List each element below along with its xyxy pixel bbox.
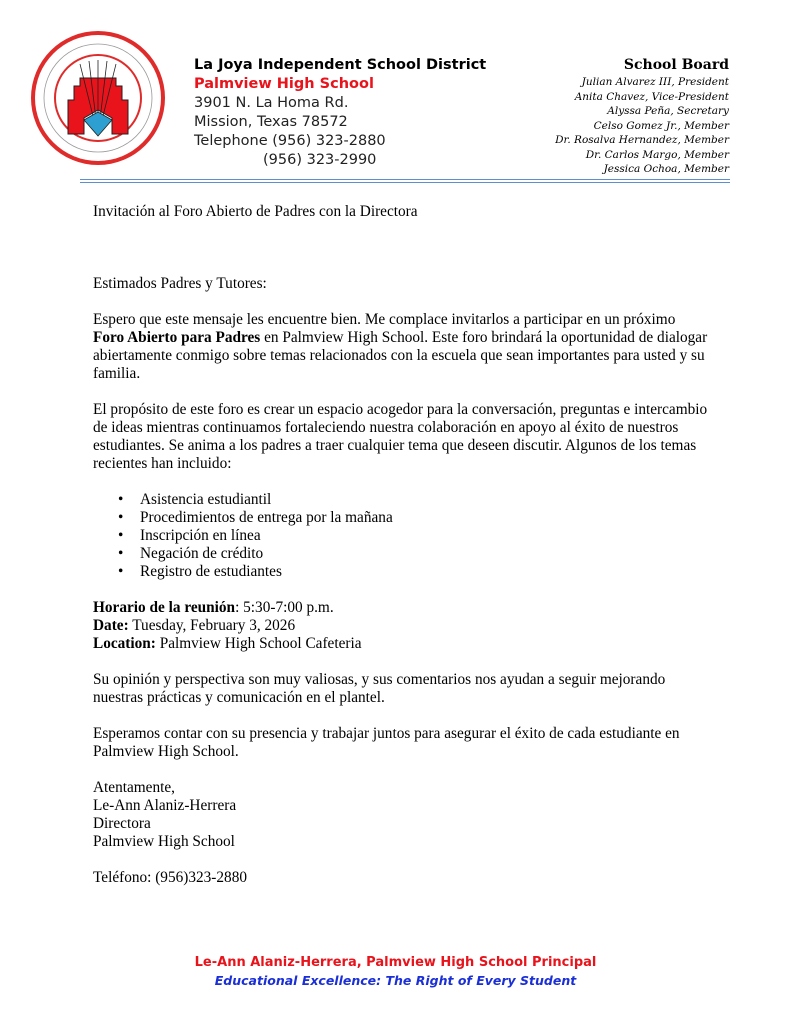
paragraph-3: Su opinión y perspectiva son muy valiosas, y sus comentarios nos ayudan a seguir mejorando nuestras prácticas y comunicación en el plantel. [93, 671, 666, 706]
list-item: • Procedimientos de entrega por la mañana [140, 509, 708, 527]
district-name: La Joya Independent School District [194, 57, 487, 73]
board-member: Dr. Carlos Margo, Member [585, 148, 729, 161]
list-item: • Registro de estudiantes [140, 563, 708, 581]
paragraph-1 [93, 311, 708, 383]
board-title: School Board [623, 57, 729, 73]
board-member: Alyssa Peña, Secretary [607, 105, 729, 117]
time-label: Horario de la reunión [93, 599, 236, 616]
topics-list [93, 491, 708, 581]
header-divider [80, 182, 730, 183]
school-name: Palmview High School [194, 76, 374, 92]
list-item: • Asistencia estudiantil [140, 491, 708, 509]
p1-text: en Palmview High School. Este foro brindará la oportunidad de dialogar abiertamente conmigo sobre temas relacionados con la escuela que sean importantes para usted y su familia. [93, 329, 708, 382]
contact-phone: Teléfono: (956)323-2880 [93, 869, 247, 886]
meeting-details [93, 599, 708, 653]
board-member: Anita Chavez, Vice-President [574, 90, 729, 103]
school-board [555, 56, 729, 177]
date-value: Tuesday, February 3, 2026 [128, 617, 296, 634]
board-member: Julian Alvarez III, President [581, 76, 729, 88]
board-member: Dr. Rosalva Hernandez, Member [555, 134, 729, 146]
footer-motto: Educational Excellence: The Right of Every Student [214, 973, 577, 988]
location-value: Palmview High School Cafeteria [155, 635, 362, 652]
district-seal-logo [28, 28, 168, 168]
greeting: Estimados Padres y Tutores: [93, 275, 267, 292]
header-divider [80, 179, 730, 180]
board-member: Celso Gomez Jr., Member [593, 119, 729, 132]
signer-title: Directora [93, 815, 151, 832]
footer-principal: Le-Ann Alaniz-Herrera, Palmview High School Principal [194, 955, 597, 970]
board-member: Jessica Ochoa, Member [603, 163, 729, 175]
letter-body [93, 203, 708, 887]
telephone-1: Telephone (956) 323-2880 [194, 133, 386, 149]
signer-school: Palmview High School [93, 833, 235, 850]
list-item: • Negación de crédito [140, 545, 708, 563]
letter-subject: Invitación al Foro Abierto de Padres con la Directora [93, 203, 418, 220]
location-label: Location: [93, 635, 156, 652]
paragraph-4: Esperamos contar con su presencia y trabajar juntos para asegurar el éxito de cada estudiante en Palmview High School. [93, 725, 680, 760]
list-item: • Inscripción en línea [140, 527, 708, 545]
date-label: Date: [93, 617, 129, 634]
signature-block [93, 779, 708, 851]
school-contact-block [194, 56, 486, 170]
address-line-2: Mission, Texas 78572 [194, 114, 348, 130]
time-value: : 5:30-7:00 p.m. [235, 599, 334, 616]
paragraph-2: El propósito de este foro es crear un espacio acogedor para la conversación, preguntas e intercambio de ideas mientras continuamos fortaleciendo nuestra colaboración en apoyo al éxito de nuestros estudiantes. Se anima a los padres a traer cualquier tema que deseen discutir. Algunos de los temas recientes han incluido: [93, 401, 708, 472]
p1-text: Espero que este mensaje les encuentre bien. Me complace invitarlos a participar en un próximo [93, 311, 676, 328]
telephone-2: (956) 323-2990 [263, 152, 377, 168]
forum-name: Foro Abierto para Padres [93, 329, 261, 346]
signer-name: Le-Ann Alaniz-Herrera [93, 797, 237, 814]
closing: Atentamente, [93, 779, 175, 796]
address-line-1: 3901 N. La Homa Rd. [194, 95, 349, 111]
